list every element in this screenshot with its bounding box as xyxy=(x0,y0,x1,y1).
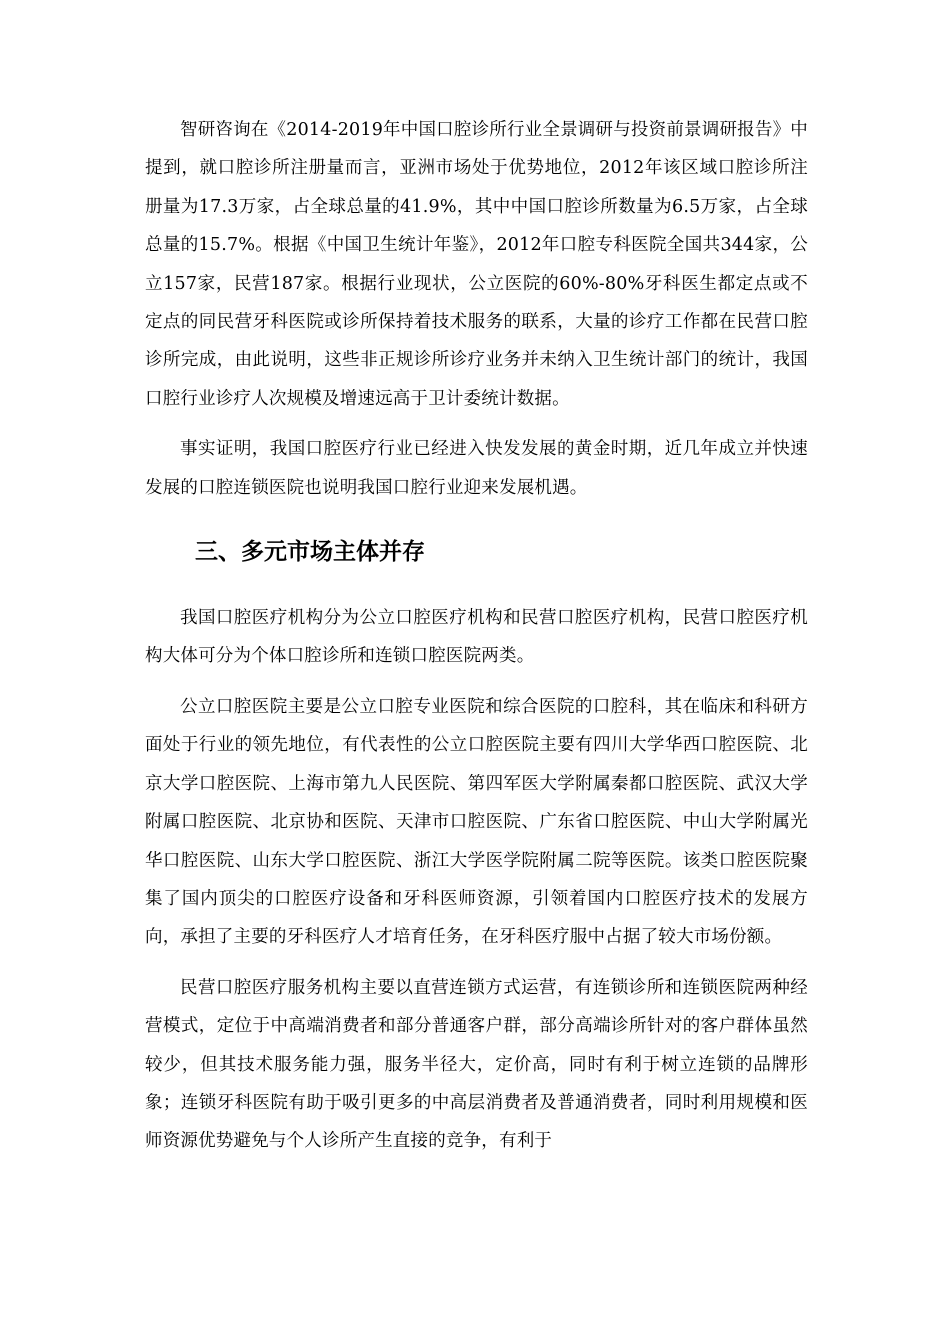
document-body xyxy=(145,111,808,1173)
paragraph-private-institutions: 民营口腔医疗服务机构主要以直营连锁方式运营，有连锁诊所和连锁医院两种经营模式，定位于中高端消费者和部分普通客户群，部分高端诊所针对的客户群体虽然较少，但其技术服务能力强，服务半径大，定价高，同时有利于树立连锁的品牌形象；连锁牙科医院有助于吸引更多的中高层消费者及普通消费者，同时利用规模和医师资源优势避免与个人诊所产生直接的竞争，有利于 xyxy=(145,977,808,1152)
paragraph-market-registration: 智研咨询在《2014-2019年中国口腔诊所行业全景调研与投资前景调研报告》中提到，就口腔诊所注册量而言，亚洲市场处于优势地位，2012年该区域口腔诊所注册量为17.3万家，占全球总量的41.9%，其中中国口腔诊所数量为6.5万家，占全球总量的15.7%。根据《中国卫生统计年鉴》，2012年口腔专科医院全国共344家，公立157家，民营187家。根据行业现状，公立医院的60%-80%牙科医生都定点或不定点的同民营牙科医院或诊所保持着技术服务的联系，大量的诊疗工作都在民营口腔诊所完成，由此说明，这些非正规诊所诊疗业务并未纳入卫生统计部门的统计，我国口腔行业诊疗人次规模及增速远高于卫计委统计数据。 xyxy=(145,120,808,409)
paragraph-institution-types: 我国口腔医疗机构分为公立口腔医疗机构和民营口腔医疗机构，民营口腔医疗机构大体可分为个体口腔诊所和连锁口腔医院两类。 xyxy=(145,608,808,667)
section-heading: 三、多元市场主体并存 xyxy=(195,539,425,566)
paragraph-public-hospitals: 公立口腔医院主要是公立口腔专业医院和综合医院的口腔科，其在临床和科研方面处于行业的领先地位，有代表性的公立口腔医院主要有四川大学华西口腔医院、北京大学口腔医院、上海市第九人民医院、第四军医大学附属秦都口腔医院、武汉大学附属口腔医院、北京协和医院、天津市口腔医院、广东省口腔医院、中山大学附属光华口腔医院、山东大学口腔医院、浙江大学医学院附属二院等医院。该类口腔医院聚集了国内顶尖的口腔医疗设备和牙科医师资源，引领着国内口腔医疗技术的发展方向，承担了主要的牙科医疗人才培育任务，在牙科医疗服中占据了较大市场份额。 xyxy=(145,696,808,948)
paragraph-golden-period: 事实证明，我国口腔医疗行业已经进入快发发展的黄金时期，近几年成立并快速发展的口腔连锁医院也说明我国口腔行业迎来发展机遇。 xyxy=(145,439,808,498)
